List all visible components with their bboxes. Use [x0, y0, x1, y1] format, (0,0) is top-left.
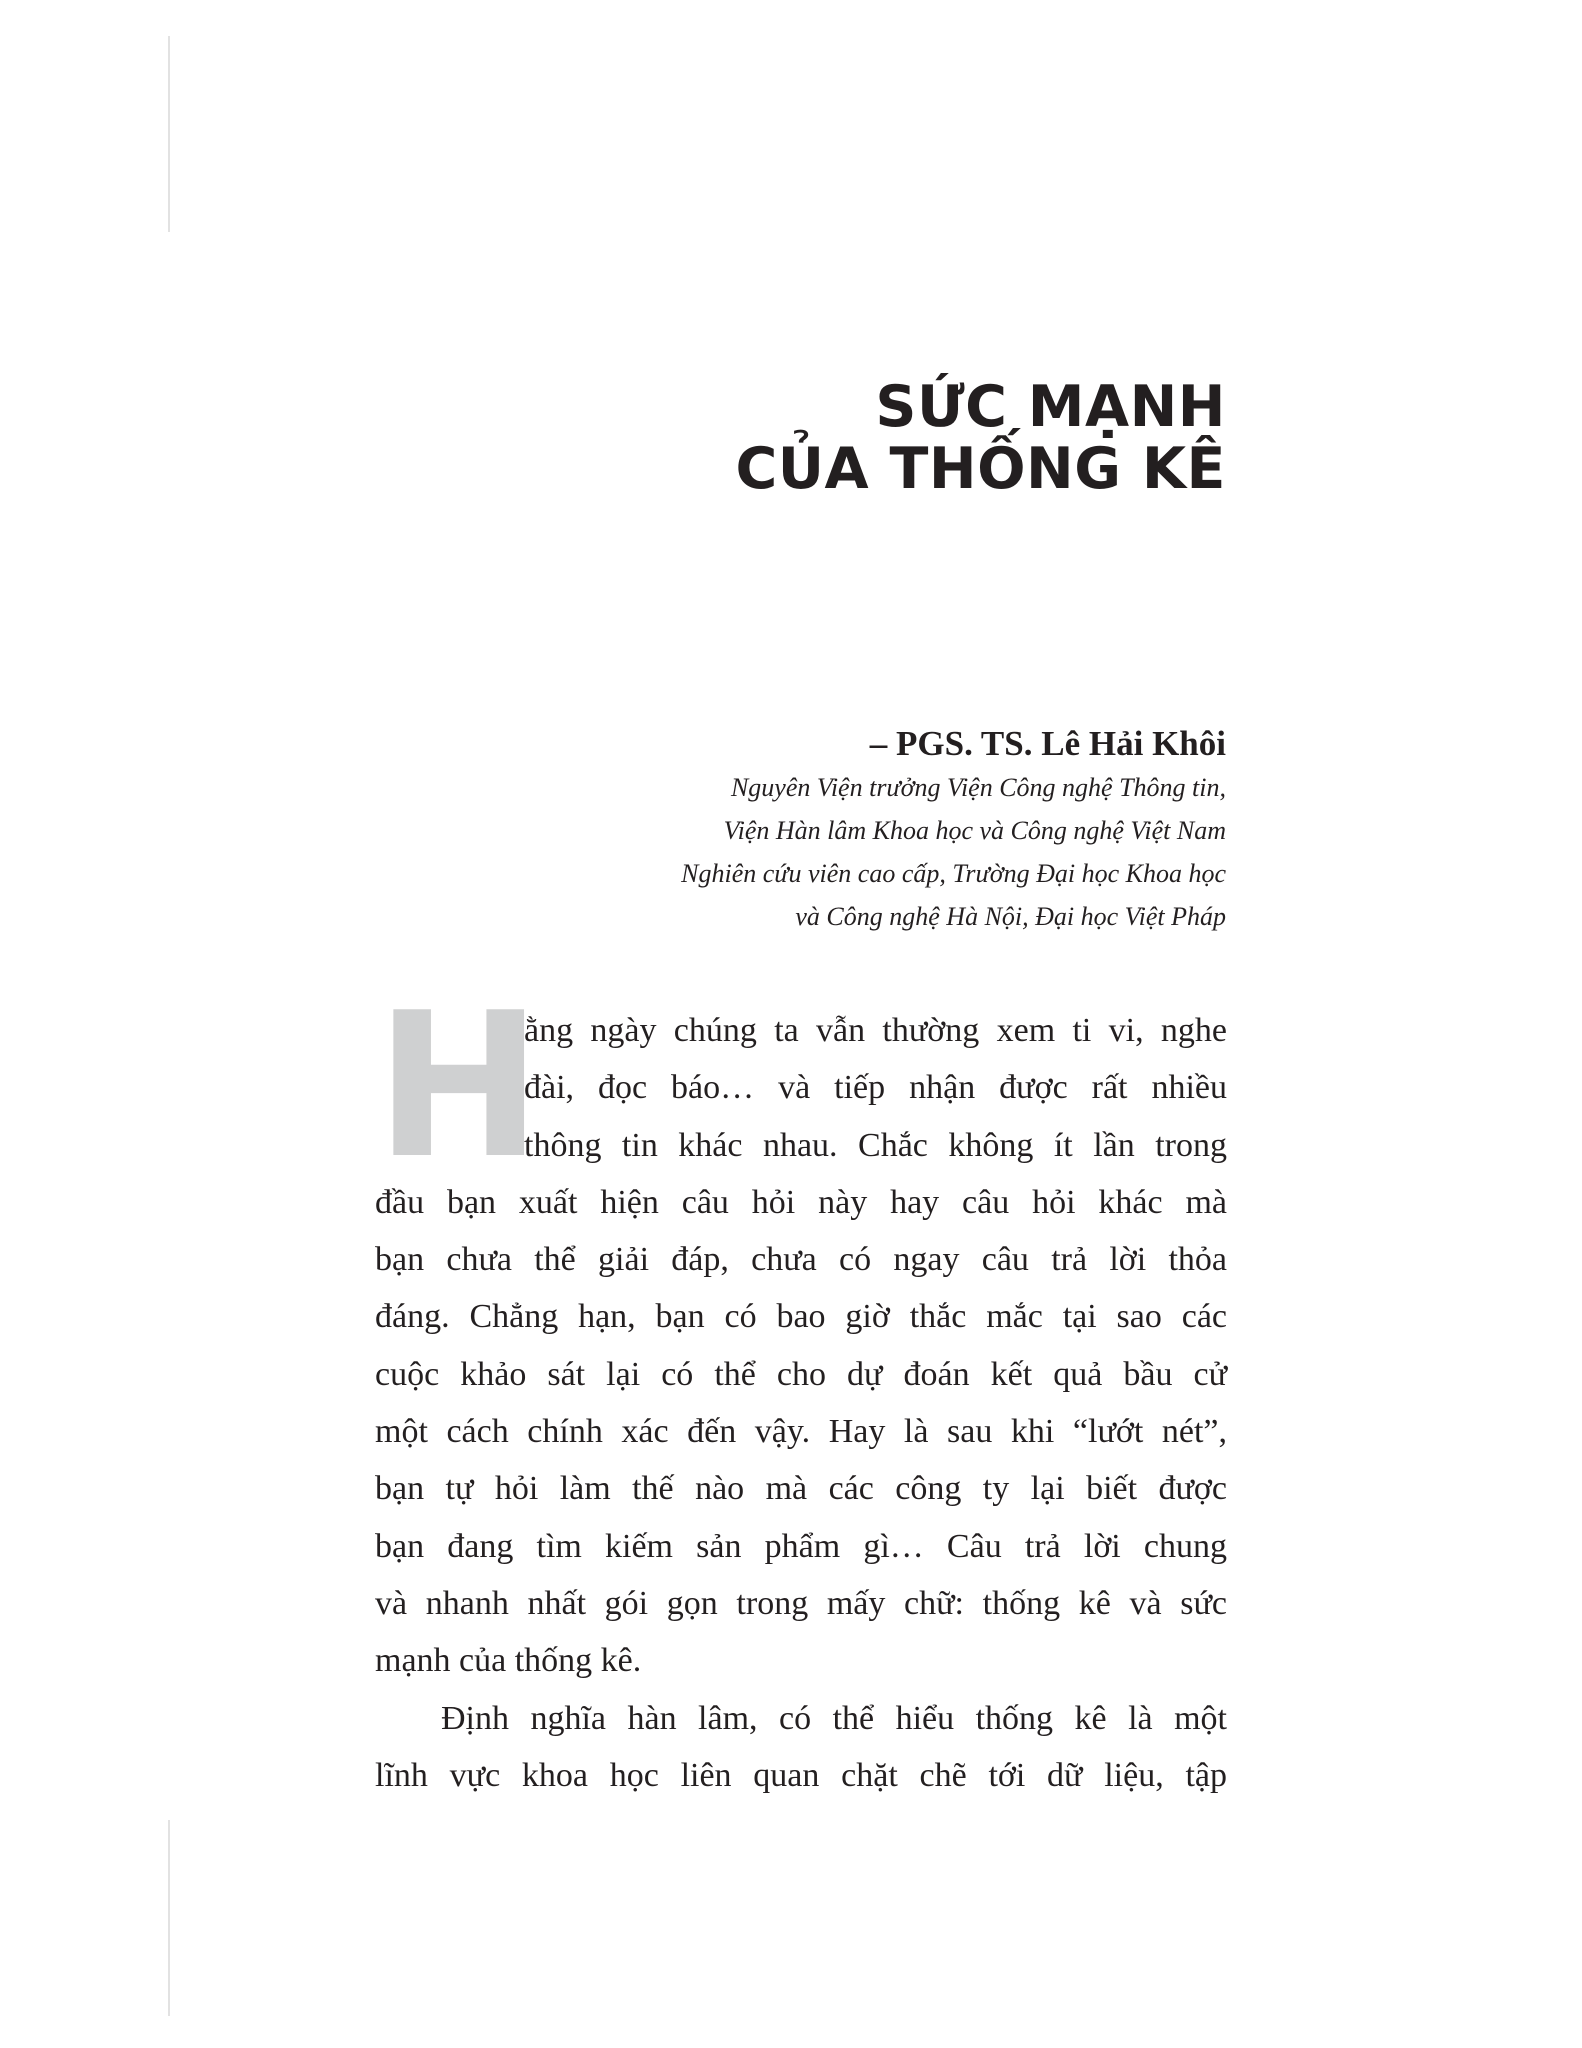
text-line: đầu bạn xuất hiện câu hỏi này hay câu hỏi khác mà: [375, 1183, 1227, 1221]
chapter-title-line-1: SỨC MẠNH: [875, 374, 1226, 440]
body-text: [375, 970, 1227, 1804]
text-line: mạnh của thống kê.: [375, 1642, 642, 1680]
text-line: đài, đọc báo… và tiếp nhận được rất nhiều: [524, 1069, 1227, 1107]
byline: [681, 722, 1226, 938]
text-line: đáng. Chẳng hạn, bạn có bao giờ thắc mắc tại sao các: [375, 1298, 1227, 1336]
author-credential: Nghiên cứu viên cao cấp, Trường Đại học Khoa học: [681, 859, 1226, 888]
text-line: bạn đang tìm kiếm sản phẩm gì… Câu trả lời chung: [375, 1527, 1227, 1565]
text-line: bạn tự hỏi làm thế nào mà các công ty lại biết được: [375, 1470, 1227, 1508]
chapter-title: [735, 376, 1226, 500]
text-line: cuộc khảo sát lại có thể cho dự đoán kết quả bầu cử: [375, 1355, 1227, 1393]
paragraph-2: [375, 1690, 1227, 1805]
margin-rule-bottom: [168, 1820, 170, 2016]
text-line: một cách chính xác đến vậy. Hay là sau khi “lướt nét”,: [375, 1413, 1227, 1451]
author-credential: và Công nghệ Hà Nội, Đại học Việt Pháp: [795, 902, 1226, 931]
text-line: Định nghĩa hàn lâm, có thể hiểu thống kê là một: [441, 1699, 1227, 1737]
text-line: bạn chưa thể giải đáp, chưa có ngay câu trả lời thỏa: [375, 1241, 1227, 1279]
author-credential: Viện Hàn lâm Khoa học và Công nghệ Việt Nam: [723, 816, 1226, 845]
text-line: và nhanh nhất gói gọn trong mấy chữ: thống kê và sức: [375, 1584, 1227, 1622]
author-name: – PGS. TS. Lê Hải Khôi: [869, 724, 1226, 763]
text-line: ằng ngày chúng ta vẫn thường xem ti vi, nghe: [524, 1012, 1227, 1049]
text-line: thông tin khác nhau. Chắc không ít lần trong: [524, 1126, 1227, 1164]
drop-cap: H: [375, 970, 543, 1203]
chapter-title-line-2: CỦA THỐNG KÊ: [735, 436, 1226, 502]
margin-rule-top: [168, 36, 170, 232]
text-line: lĩnh vực khoa học liên quan chặt chẽ tới dữ liệu, tập: [375, 1756, 1227, 1794]
author-credential: Nguyên Viện trưởng Viện Công nghệ Thông tin,: [730, 773, 1226, 802]
